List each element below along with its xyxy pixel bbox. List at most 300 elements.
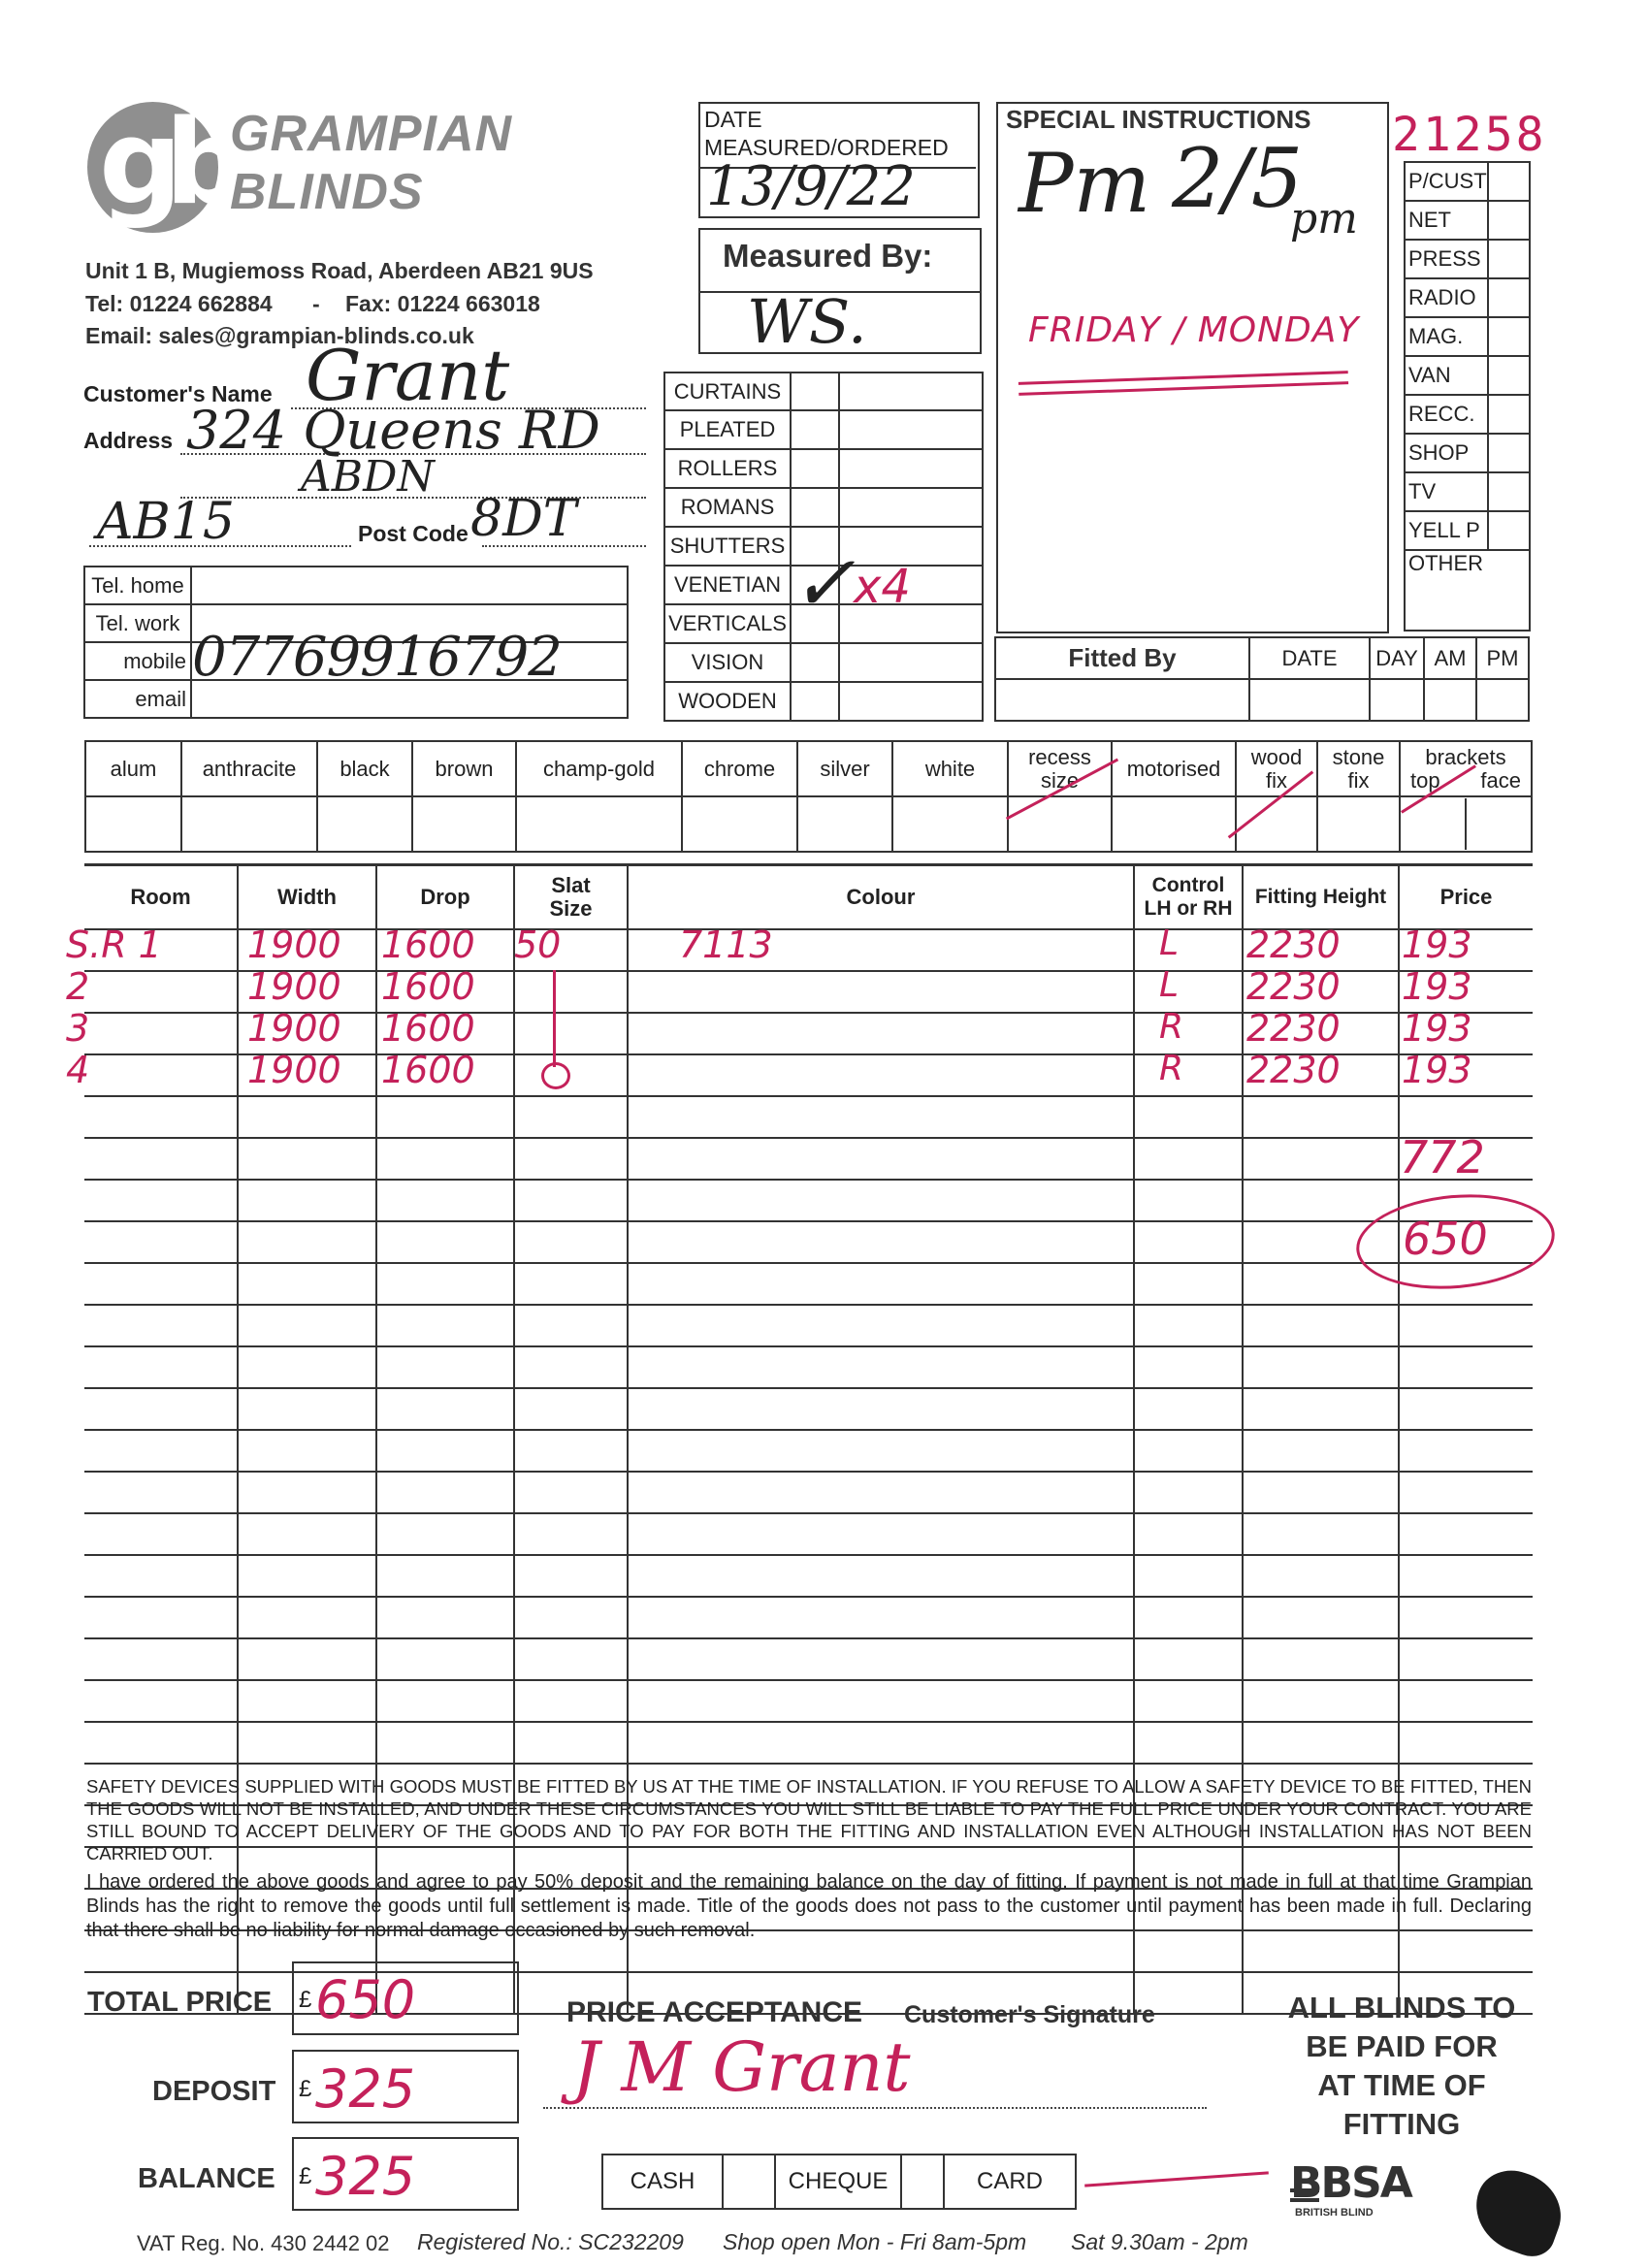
table-row (84, 1597, 1533, 1638)
finish-brackets-split (1401, 798, 1531, 850)
special-days: FRIDAY / MONDAY (1028, 310, 1360, 350)
cell-price (1399, 1305, 1533, 1346)
cell-control (1134, 1138, 1243, 1180)
footer-vat: VAT Reg. No. 430 2442 02 (137, 2231, 390, 2255)
order-row-4-height: 2230 (1246, 1049, 1341, 1091)
finish-alum-box (85, 796, 181, 852)
product-curtains-qty (839, 373, 983, 410)
finish-brackets-box (1400, 796, 1532, 852)
cell-slat (514, 1096, 628, 1138)
payment-card: CARD (944, 2155, 1076, 2209)
cell-slat (514, 1054, 628, 1096)
col-slat-line1: Slat (551, 872, 591, 897)
cell-colour (628, 1013, 1134, 1054)
table-row (84, 1221, 1533, 1263)
order-row-4-room: 4 (66, 1049, 90, 1091)
order-row-1-control: L (1159, 923, 1180, 963)
bbsa-stripe-1 (1290, 2188, 1319, 2192)
cell-drop (376, 1722, 514, 1764)
mobile-number: 07769916792 (192, 626, 562, 689)
product-romans-check (791, 488, 839, 527)
table-row (84, 1430, 1533, 1472)
special-instructions-label: SPECIAL INSTRUCTIONS (1006, 105, 1311, 134)
table-row (84, 1513, 1533, 1555)
notice-line2: BE PAID FOR (1306, 2029, 1498, 2063)
cell-height (1243, 1096, 1399, 1138)
cell-control (1134, 1346, 1243, 1388)
customer-signature-label: Customer's Signature (904, 2001, 1155, 2028)
product-curtains: CURTAINS (664, 373, 791, 410)
cell-colour (628, 1180, 1134, 1221)
cell-height (1243, 1638, 1399, 1680)
cell-colour (628, 1263, 1134, 1305)
balance-currency: £ (299, 2163, 312, 2189)
fitted-pm-label: PM (1476, 637, 1529, 679)
finish-brackets (1400, 741, 1532, 796)
total-price-value: 650 (315, 1969, 416, 2030)
cell-slat (514, 1388, 628, 1430)
order-row-2-room: 2 (66, 965, 90, 1008)
cell-room (84, 1722, 238, 1764)
order-row-3-width: 1900 (247, 1007, 341, 1050)
source-press-box (1488, 240, 1530, 278)
table-row (84, 1722, 1533, 1764)
cell-control (1134, 971, 1243, 1013)
source-van-box (1488, 356, 1530, 395)
product-vision-qty (839, 643, 983, 682)
cell-room (84, 1346, 238, 1388)
product-rollers-check (791, 449, 839, 488)
fitted-date-label: DATE (1249, 637, 1370, 679)
order-row-4-drop: 1600 (381, 1049, 475, 1091)
product-rollers: ROLLERS (664, 449, 791, 488)
cell-drop (376, 1638, 514, 1680)
footer-registered: Registered No.: SC232209 (417, 2229, 684, 2254)
col-colour: Colour (628, 865, 1134, 929)
finish-brackets-face: face (1480, 767, 1521, 793)
order-row-1-height: 2230 (1246, 923, 1341, 966)
cell-colour (628, 1221, 1134, 1263)
source-recc-box (1488, 395, 1530, 434)
fitted-by-label: Fitted By (995, 637, 1249, 679)
postcode-label: Post Code (358, 521, 469, 546)
cell-control (1134, 929, 1243, 971)
source-pcust: P/CUST (1405, 162, 1488, 201)
source-van: VAN (1405, 356, 1488, 395)
cell-room (84, 1305, 238, 1346)
cell-room (84, 1180, 238, 1221)
cell-width (238, 1221, 376, 1263)
product-wooden-qty (839, 682, 983, 721)
order-row-4-price: 193 (1402, 1049, 1472, 1091)
finish-silver-box (797, 796, 892, 852)
cell-drop (376, 1346, 514, 1388)
cell-control (1134, 1096, 1243, 1138)
cell-colour (628, 1555, 1134, 1597)
footer-hours: Shop open Mon - Fri 8am-5pm (723, 2229, 1027, 2254)
source-shop: SHOP (1405, 434, 1488, 472)
order-row-2-height: 2230 (1246, 965, 1341, 1008)
cell-colour (628, 1138, 1134, 1180)
order-row-3-control: R (1159, 1007, 1184, 1047)
order-row-2-width: 1900 (247, 965, 341, 1008)
cell-price (1399, 1346, 1533, 1388)
product-pleated: PLEATED (664, 410, 791, 449)
cell-price (1399, 1638, 1533, 1680)
tel-work-label: Tel. work (84, 604, 191, 642)
cell-colour (628, 1722, 1134, 1764)
product-wooden-check (791, 682, 839, 721)
cell-slat (514, 1513, 628, 1555)
payment-notice (1251, 1989, 1552, 2144)
cell-colour (628, 971, 1134, 1013)
postcode-dotted-line-1 (89, 545, 351, 547)
date-label-line2: MEASURED/ORDERED (704, 135, 949, 160)
order-row-2-control: L (1159, 965, 1180, 1005)
source-shop-box (1488, 434, 1530, 472)
finish-stone-line1: stone (1332, 744, 1385, 769)
cell-room (84, 1597, 238, 1638)
finish-brown: brown (412, 741, 516, 796)
order-row-1-room: S.R 1 (66, 923, 162, 966)
tel-home-value (191, 567, 628, 604)
cell-drop (376, 1096, 514, 1138)
finish-brackets-label: brackets (1425, 744, 1506, 769)
cell-control (1134, 1680, 1243, 1722)
source-radio: RADIO (1405, 278, 1488, 317)
cell-room (84, 1513, 238, 1555)
source-mag-box (1488, 317, 1530, 356)
order-subtotal: 772 (1400, 1131, 1485, 1183)
cell-slat (514, 1430, 628, 1472)
table-row (84, 1096, 1533, 1138)
finish-wood-line1: wood (1250, 744, 1303, 769)
cell-slat (514, 1555, 628, 1597)
company-address: Unit 1 B, Mugiemoss Road, Aberdeen AB21 9US (85, 258, 594, 283)
payment-card-mark (1084, 2171, 1269, 2187)
cell-control (1134, 1472, 1243, 1513)
cell-height (1243, 1138, 1399, 1180)
cell-room (84, 1054, 238, 1096)
finish-alum: alum (85, 741, 181, 796)
notice-line1: ALL BLINDS TO (1287, 1991, 1516, 2025)
table-row (84, 1180, 1533, 1221)
cell-slat (514, 971, 628, 1013)
col-width: Width (238, 865, 376, 929)
product-venetian: VENETIAN (664, 566, 791, 604)
cell-height (1243, 1430, 1399, 1472)
source-press: PRESS (1405, 240, 1488, 278)
venetian-tick-mark: ✓ (791, 538, 857, 629)
product-vision-check (791, 643, 839, 682)
bbsa-stripe-2 (1290, 2198, 1319, 2202)
table-row (84, 1305, 1533, 1346)
address-label: Address (83, 428, 174, 453)
deposit-currency: £ (299, 2076, 312, 2102)
cell-height (1243, 1597, 1399, 1638)
customer-signature: J M Grant (572, 2027, 911, 2107)
cell-price (1399, 1597, 1533, 1638)
cell-control (1134, 1430, 1243, 1472)
product-curtains-check (791, 373, 839, 410)
footer-saturday: Sat 9.30am - 2pm (1071, 2229, 1248, 2254)
cell-height (1243, 1513, 1399, 1555)
table-row (84, 1388, 1533, 1430)
cell-drop (376, 1263, 514, 1305)
fitted-day-value (1370, 679, 1424, 721)
order-row-2-price: 193 (1402, 965, 1472, 1008)
cell-drop (376, 1305, 514, 1346)
finish-stone-box (1317, 796, 1400, 852)
safety-text: SAFETY DEVICES SUPPLIED WITH GOODS MUST BE FITTED BY US AT THE TIME OF INSTALLATION. IF YOU REFUSE TO ALLOW A SAFETY DEVICE TO BE FITTED, THEN THE GOODS WILL NOT BE INSTALLED, AND UNDER THESE CIRCUMSTANCES YOU WILL STILL BE LIABLE TO PAY THE FULL PRICE UNDER YOUR CONTRACT. YOU ARE STILL BOUND TO ACCEPT DELIVERY OF THE GOODS AND TO PAY FOR BOTH THE FITTING AND INSTALLATION EVEN ALTHOUGH INSTALLATION HAS NOT BEEN CARRIED OUT. (86, 1776, 1532, 1863)
fitted-day-label: DAY (1370, 637, 1424, 679)
source-tv: TV (1405, 472, 1488, 511)
finish-champ-gold-box (516, 796, 682, 852)
cell-height (1243, 1305, 1399, 1346)
date-value: 13/9/22 (706, 155, 916, 218)
balance-label: BALANCE (138, 2163, 275, 2194)
postcode-part2: 8DT (470, 490, 577, 548)
fitted-by-value (995, 679, 1249, 721)
bbsa-subtitle: BRITISH BLIND (1295, 2207, 1374, 2219)
order-row-3-price: 193 (1402, 1007, 1472, 1050)
product-rollers-qty (839, 449, 983, 488)
cell-colour (628, 1680, 1134, 1722)
source-yellp: YELL P (1405, 511, 1488, 550)
total-price-currency: £ (299, 1987, 312, 2013)
fitted-date-value (1249, 679, 1370, 721)
col-slat-line2: Size (549, 895, 593, 921)
product-wooden: WOODEN (664, 682, 791, 721)
cell-slat (514, 1722, 628, 1764)
order-row-1-price: 193 (1402, 923, 1472, 966)
col-slat-size (514, 865, 628, 929)
cell-slat (514, 1221, 628, 1263)
company-email: Email: sales@grampian-blinds.co.uk (85, 323, 474, 348)
cell-room (84, 1221, 238, 1263)
finish-black-box (317, 796, 412, 852)
measured-by-label: Measured By: (723, 238, 933, 274)
cell-control (1134, 1388, 1243, 1430)
cell-width (238, 1138, 376, 1180)
company-name-line1: GRAMPIAN (230, 106, 513, 162)
date-label-line1: DATE (704, 107, 762, 132)
deposit-value: 325 (315, 2058, 416, 2120)
cell-drop (376, 1555, 514, 1597)
payment-cash-box (723, 2155, 775, 2209)
cell-colour (628, 1638, 1134, 1680)
cell-control (1134, 1597, 1243, 1638)
cell-width (238, 1305, 376, 1346)
source-tv-box (1488, 472, 1530, 511)
payment-cash: CASH (602, 2155, 723, 2209)
order-row-4-control: R (1159, 1049, 1184, 1088)
cell-drop (376, 1680, 514, 1722)
source-mag: MAG. (1405, 317, 1488, 356)
cell-room (84, 1555, 238, 1597)
address-line2: ABDN (301, 452, 435, 502)
col-price: Price (1399, 865, 1533, 929)
table-row (84, 1138, 1533, 1180)
finish-motorised: motorised (1112, 741, 1236, 796)
cell-room (84, 1638, 238, 1680)
cell-control (1134, 1221, 1243, 1263)
finish-stone-line2: fix (1347, 767, 1370, 793)
source-net: NET (1405, 201, 1488, 240)
cell-slat (514, 1013, 628, 1054)
table-row (84, 1555, 1533, 1597)
finish-chrome: chrome (682, 741, 797, 796)
total-price-label: TOTAL PRICE (87, 1987, 273, 2018)
cell-width (238, 1638, 376, 1680)
tel-home-label: Tel. home (84, 567, 191, 604)
cell-slat (514, 1180, 628, 1221)
finish-recess-box (1008, 796, 1112, 852)
mobile-label: mobile (84, 642, 191, 680)
cell-colour (628, 1054, 1134, 1096)
cell-price (1399, 1430, 1533, 1472)
slat-ditto-line (553, 970, 556, 1067)
notice-line3: AT TIME OF (1317, 2068, 1486, 2102)
source-yellp-box (1488, 511, 1530, 550)
cell-room (84, 1388, 238, 1430)
venetian-quantity: x4 (854, 560, 911, 614)
cell-room (84, 1013, 238, 1054)
cell-drop (376, 1430, 514, 1472)
table-row (84, 1638, 1533, 1680)
cell-width (238, 1680, 376, 1722)
cell-price (1399, 1472, 1533, 1513)
finish-brackets-face-box (1467, 798, 1531, 850)
cell-width (238, 1597, 376, 1638)
finish-white: white (892, 741, 1008, 796)
cell-control (1134, 1513, 1243, 1555)
cell-colour (628, 1305, 1134, 1346)
col-fitting-height: Fitting Height (1243, 865, 1399, 929)
special-time: 2/5 (1172, 131, 1304, 226)
finish-anthracite: anthracite (181, 741, 317, 796)
finish-black: black (317, 741, 412, 796)
order-row-3-room: 3 (66, 1007, 90, 1050)
product-vision: VISION (664, 643, 791, 682)
cell-control (1134, 1722, 1243, 1764)
payment-methods-table (601, 2154, 1077, 2210)
cell-room (84, 1680, 238, 1722)
finish-champ-gold: champ-gold (516, 741, 682, 796)
special-time-prefix: Pm (1018, 136, 1151, 231)
cell-colour (628, 1597, 1134, 1638)
cell-height (1243, 1472, 1399, 1513)
order-row-3-drop: 1600 (381, 1007, 475, 1050)
finish-recess-line1: recess (1028, 744, 1091, 769)
cell-room (84, 1138, 238, 1180)
slat-ditto-end (541, 1062, 570, 1089)
cell-control (1134, 1638, 1243, 1680)
cell-height (1243, 1680, 1399, 1722)
product-shutters: SHUTTERS (664, 527, 791, 566)
cell-control (1134, 1555, 1243, 1597)
cell-price (1399, 1513, 1533, 1555)
cell-colour (628, 1096, 1134, 1138)
table-row (84, 1346, 1533, 1388)
cell-colour (628, 1388, 1134, 1430)
company-tel-fax-separator: - (312, 291, 320, 316)
special-time-suffix: pm (1290, 194, 1358, 243)
postcode-part1: AB15 (97, 493, 235, 551)
order-row-4-width: 1900 (247, 1049, 341, 1091)
cell-slat (514, 1138, 628, 1180)
cell-drop (376, 1180, 514, 1221)
customer-name-label: Customer's Name (83, 381, 273, 406)
fitted-by-table (994, 636, 1530, 722)
product-verticals: VERTICALS (664, 604, 791, 643)
table-row (84, 1472, 1533, 1513)
cell-height (1243, 1346, 1399, 1388)
cell-colour (628, 1346, 1134, 1388)
email-label: email (84, 680, 191, 718)
sources-table (1404, 161, 1531, 632)
payment-cheque-box (901, 2155, 944, 2209)
cell-control (1134, 1054, 1243, 1096)
cell-slat (514, 1263, 628, 1305)
order-total-circled: 650 (1403, 1213, 1488, 1265)
order-row-2-drop: 1600 (381, 965, 475, 1008)
source-recc: RECC. (1405, 395, 1488, 434)
order-row-3-height: 2230 (1246, 1007, 1341, 1050)
cell-drop (376, 1221, 514, 1263)
col-drop: Drop (376, 865, 514, 929)
cell-drop (376, 1138, 514, 1180)
agreement-text: I have ordered the above goods and agree to pay 50% deposit and the remaining balance on the day of fitting. If payment is not made in full at that time Grampian Blinds has the right to remove the goods until full settlement is made. Title of the goods does not pass to the customer until payment has been made in full. Declaring that there shall be no liability for normal damage occasioned by such removal. (86, 1871, 1532, 1941)
corner-smudge (1464, 2160, 1572, 2263)
source-net-box (1488, 201, 1530, 240)
cell-drop (376, 1472, 514, 1513)
cell-width (238, 1722, 376, 1764)
cell-slat (514, 1680, 628, 1722)
logo-letters: gb (99, 96, 231, 231)
col-control-line1: Control (1151, 873, 1225, 896)
cell-height (1243, 1555, 1399, 1597)
customer-name: Grant (306, 335, 510, 416)
cell-width (238, 1555, 376, 1597)
cell-colour (628, 1513, 1134, 1555)
cell-slat (514, 1472, 628, 1513)
cell-width (238, 1346, 376, 1388)
fitted-am-label: AM (1424, 637, 1476, 679)
cell-width (238, 1472, 376, 1513)
cell-height (1243, 1388, 1399, 1430)
cell-height (1243, 1180, 1399, 1221)
order-row-1-drop: 1600 (381, 923, 475, 966)
signature-dotted-line (543, 2107, 1207, 2109)
finish-chrome-box (682, 796, 797, 852)
cell-width (238, 1430, 376, 1472)
col-room: Room (84, 865, 238, 929)
cell-control (1134, 1013, 1243, 1054)
finish-wood-line2: fix (1266, 767, 1287, 793)
cell-room (84, 1430, 238, 1472)
col-control (1134, 865, 1243, 929)
finishes-table (84, 740, 1533, 853)
cell-drop (376, 1513, 514, 1555)
finish-silver: silver (797, 741, 892, 796)
cell-slat (514, 1638, 628, 1680)
price-acceptance-label: PRICE ACCEPTANCE (566, 1996, 863, 2028)
balance-value: 325 (315, 2146, 416, 2207)
deposit-label: DEPOSIT (152, 2076, 276, 2107)
cell-control (1134, 1305, 1243, 1346)
cell-drop (376, 1388, 514, 1430)
